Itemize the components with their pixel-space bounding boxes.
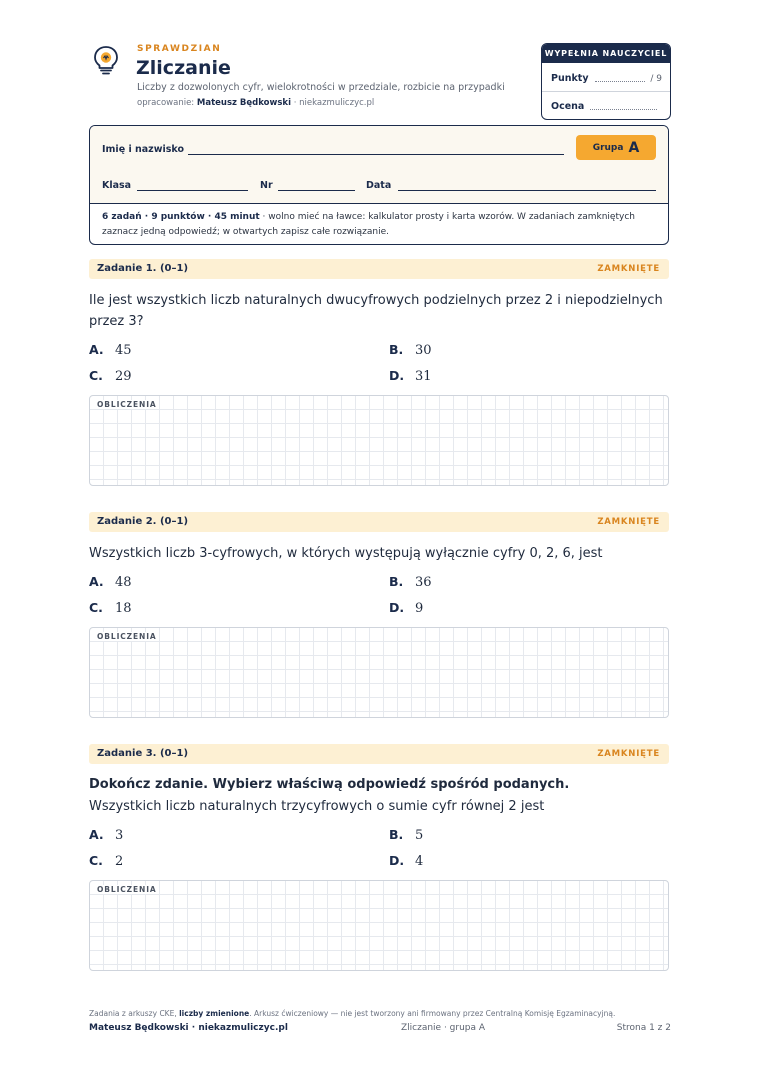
task-2-option-b[interactable]: [389, 574, 432, 590]
exam-info: [90, 204, 668, 245]
task-3-option-c[interactable]: [89, 853, 123, 869]
option-letter: A.: [89, 827, 104, 842]
option-letter: A.: [89, 574, 104, 589]
task-1-header: [89, 259, 669, 279]
student-card: [89, 125, 669, 245]
group-value: A: [628, 139, 640, 156]
nr-field[interactable]: [278, 190, 355, 191]
task-1-question: Ile jest wszystkich liczb naturalnych dwucyfrowych podzielnych przez 2 i niepodzielnych przez 3?: [89, 293, 663, 329]
footer-center: Zliczanie · grupa A: [401, 1023, 486, 1033]
footer-note: [89, 1009, 615, 1018]
document-title: Zliczanie: [136, 57, 231, 79]
task-3-instruction: Dokończ zdanie. Wybierz właściwą odpowiedź spośród podanych.: [89, 777, 570, 792]
teacher-box: [541, 43, 671, 120]
footer-author: Mateusz Będkowski · niekazmuliczyc.pl: [89, 1023, 288, 1033]
exam-rules: · wolno mieć na ławce: kalkulator prosty i karta wzorów. W zadaniach zamkniętych zaznacz jedną odpowiedź; w otwartych zapisz całe rozwiązanie.: [102, 212, 635, 237]
task-3-option-d[interactable]: [389, 853, 423, 869]
author-line: [137, 98, 374, 108]
task-2-option-d[interactable]: [389, 600, 423, 616]
task-2-type: ZAMKNIĘTE: [597, 517, 660, 527]
task-2-title: Zadanie 2. (0–1): [97, 516, 189, 527]
task-2-header: [89, 512, 669, 532]
student-fields: [90, 126, 668, 204]
task-3-question: Wszystkich liczb naturalnych trzycyfrowych o sumie cyfr równej 2 jest: [89, 799, 545, 814]
task-3-type: ZAMKNIĘTE: [597, 749, 660, 759]
points-field[interactable]: [595, 81, 646, 82]
page-number: Strona 1 z 2: [616, 1023, 671, 1033]
task-1-option-c[interactable]: [89, 368, 132, 384]
footer-note-prefix: Zadania z arkuszy CKE,: [89, 1009, 180, 1018]
option-value: 45: [115, 343, 132, 358]
task-3-option-a[interactable]: [89, 827, 123, 843]
option-letter: C.: [89, 368, 103, 383]
points-label: Punkty: [551, 73, 589, 84]
author-prefix: opracowanie:: [137, 98, 195, 108]
task-3-calc-area[interactable]: [89, 880, 669, 971]
group-badge: [576, 135, 656, 160]
task-1-option-a[interactable]: [89, 342, 132, 358]
group-label: Grupa: [592, 142, 624, 153]
option-value: 9: [415, 601, 424, 616]
task-1-option-b[interactable]: [389, 342, 432, 358]
option-letter: C.: [89, 600, 103, 615]
calc-label: OBLICZENIA: [97, 885, 157, 894]
option-value: 3: [115, 828, 124, 843]
calc-label: OBLICZENIA: [97, 400, 157, 409]
option-letter: D.: [389, 600, 405, 615]
option-letter: A.: [89, 342, 104, 357]
option-letter: B.: [389, 342, 404, 357]
class-label: Klasa: [102, 180, 132, 191]
option-value: 30: [415, 343, 432, 358]
option-value: 2: [115, 854, 124, 869]
author-name: Mateusz Będkowski: [196, 98, 292, 108]
task-2-calc-area[interactable]: [89, 627, 669, 718]
lightbulb-logo-icon: [90, 44, 122, 76]
option-letter: D.: [389, 368, 405, 383]
grade-row: [542, 91, 670, 119]
grade-label: Ocena: [551, 101, 585, 112]
points-max: / 9: [650, 74, 662, 84]
class-field[interactable]: [137, 190, 248, 191]
task-1-calc-area[interactable]: [89, 395, 669, 486]
date-label: Data: [366, 180, 392, 191]
author-site: · niekazmuliczyc.pl: [293, 98, 375, 108]
option-letter: B.: [389, 827, 404, 842]
option-value: 5: [415, 828, 424, 843]
footer-note-bold: liczby zmienione: [179, 1009, 250, 1018]
task-1-type: ZAMKNIĘTE: [597, 264, 660, 274]
task-2-question: Wszystkich liczb 3-cyfrowych, w których występują wyłącznie cyfry 0, 2, 6, jest: [89, 546, 603, 561]
option-letter: D.: [389, 853, 405, 868]
document-kicker: SPRAWDZIAN: [137, 44, 222, 54]
footer-note-suffix: . Arkusz ćwiczeniowy — nie jest tworzony ani firmowany przez Centralną Komisję Egzaminacyjną.: [249, 1009, 616, 1018]
name-label: Imię i nazwisko: [102, 144, 184, 155]
exam-summary: 6 zadań · 9 punktów · 45 minut: [102, 212, 260, 222]
option-value: 18: [115, 601, 132, 616]
option-value: 48: [115, 575, 132, 590]
nr-label: Nr: [260, 180, 273, 191]
option-letter: C.: [89, 853, 103, 868]
option-letter: B.: [389, 574, 404, 589]
points-row: [542, 63, 670, 91]
task-3-header: [89, 744, 669, 764]
task-3-option-b[interactable]: [389, 827, 423, 843]
task-3-title: Zadanie 3. (0–1): [97, 748, 189, 759]
teacher-box-heading: WYPEŁNIA NAUCZYCIEL: [542, 44, 670, 63]
task-2-option-a[interactable]: [89, 574, 132, 590]
option-value: 4: [415, 854, 424, 869]
date-field[interactable]: [398, 190, 656, 191]
calc-label: OBLICZENIA: [97, 632, 157, 641]
option-value: 29: [115, 369, 132, 384]
task-1-title: Zadanie 1. (0–1): [97, 263, 189, 274]
name-field[interactable]: [188, 154, 564, 155]
task-2-option-c[interactable]: [89, 600, 132, 616]
option-value: 36: [415, 575, 432, 590]
grade-field[interactable]: [590, 109, 657, 110]
task-1-option-d[interactable]: [389, 368, 432, 384]
document-subtitle: Liczby z dozwolonych cyfr, wielokrotności w przedziale, rozbicie na przypadki: [137, 82, 505, 93]
option-value: 31: [415, 369, 432, 384]
